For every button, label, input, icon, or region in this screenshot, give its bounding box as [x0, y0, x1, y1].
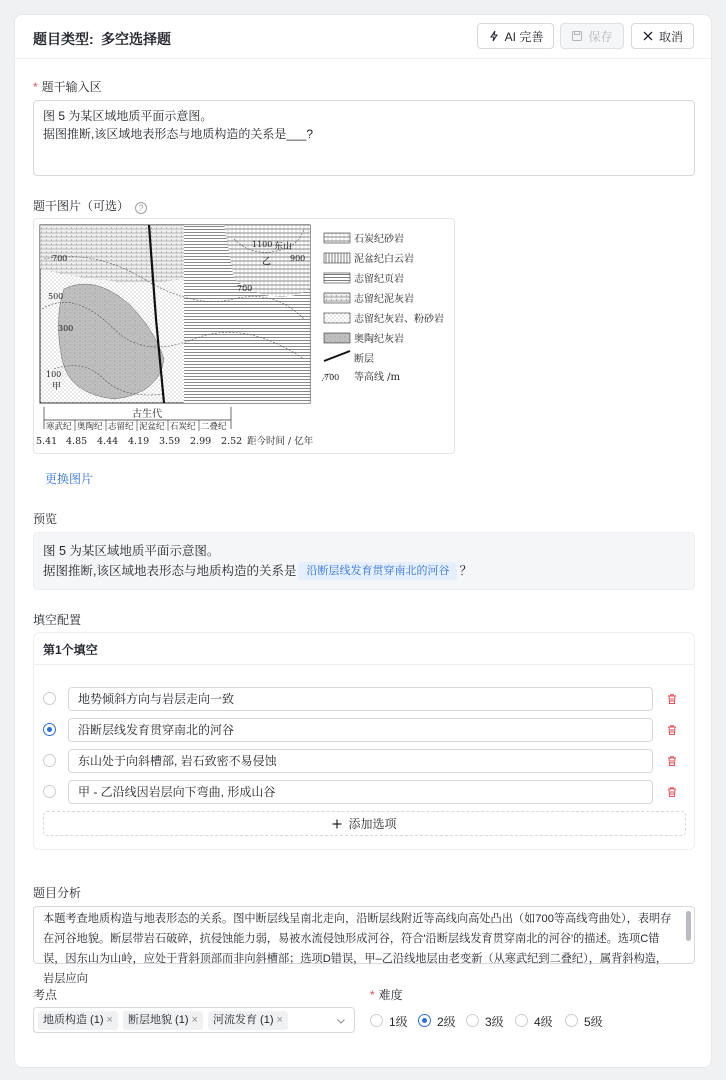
- option-radio[interactable]: [43, 754, 56, 767]
- contour-label: 700: [237, 284, 253, 293]
- stem-line-2: 据图推断,该区域地表形态与地质构造的关系是___?: [43, 127, 314, 141]
- close-icon: [642, 30, 654, 42]
- period-label: 石炭纪: [170, 422, 196, 432]
- option-radio-selected[interactable]: [43, 723, 56, 736]
- preview-line-1: 图 5 为某区域地质平面示意图。: [43, 544, 220, 558]
- period-label: 寒武纪: [46, 422, 72, 432]
- age-label: 2.52: [221, 436, 243, 447]
- option-input[interactable]: 地势倾斜方向与岩层走向一致: [68, 687, 653, 711]
- age-label: 2.99: [190, 436, 212, 447]
- age-caption: 距今时间 / 亿年: [247, 436, 314, 447]
- option-row: [43, 687, 686, 711]
- legend-item: 等高线 /m: [354, 372, 401, 383]
- age-label: 4.19: [128, 436, 150, 447]
- add-option-label: 添加选项: [348, 817, 397, 831]
- question-editor-card: 题目类型: 多空选择题 AI 完善 保存 取消 * 题干输入区 图 5 为某区域地质平面示意图。 据图推断,该区域地表形态与地质构造的关系是___? 题干图片（可选） ? 700 500 300 100 1100 900 700 东山 乙 甲 石炭纪砂岩 泥盆纪白云岩 志留纪页岩 志留纪泥灰岩 志留纪灰岩、粉砂岩 奥陶纪灰岩 断层 700 等高线 /m 古生代 寒武纪 奥陶纪 志留纪 泥盆纪 石炭纪 二叠纪 5.41 4.85 4.44 4.19 3.59 2.99 2.52 距今时间 / 亿年 更换图片 预览 图 5 为某区域地质平面示意图。 据图推断,该区域地表形态与地质构造的关系是 沿断层线发育贯穿南北的河谷 ？ 填空配置 第1个填空 地势倾斜方向与岩层走向一致 沿断层线发育贯穿南北的河谷 东山处于向斜槽部, 岩石致密不易侵蚀 甲 - 乙沿线因岩层向下弯曲, 形成山谷 添加选项 题目分析 本题考查地质构造与地表形态的关系。图中断层线呈南北走向，沿断层线附近等高线向高处凸出（如700等高线弯曲处），表明存在河谷地貌。断层带岩石破碎，抗侵蚀能力弱，易被水流侵蚀形成河谷，符合'沿断层线发育贯穿南北的河谷'的描述。选项C错误，因东山为山岭，应处于背斜顶部而非向斜槽部；选项D错误，甲–乙沿线地层由老变新（从寒武纪到二叠纪），属背斜构造，岩层应向 考点 地质构造 (1) × 断层地貌 (1) × 河流发育 (1) × * 难度 1级 2级 3级 4级 5级: [14, 14, 712, 1068]
- plus-icon: [332, 819, 342, 829]
- knowledge-label: 考点: [33, 988, 58, 1002]
- legend-swatch: [324, 273, 350, 283]
- delete-icon[interactable]: [666, 693, 678, 705]
- analysis-label: 题目分析: [33, 886, 82, 900]
- preview-line-2: 据图推断,该区域地表形态与地质构造的关系是 沿断层线发育贯穿南北的河谷 ？: [43, 564, 472, 578]
- age-label: 3.59: [159, 436, 181, 447]
- legend-swatch: [324, 253, 350, 263]
- legend-item: 奥陶纪灰岩: [354, 334, 404, 345]
- knowledge-tag: 断层地貌 (1) ×: [123, 1011, 203, 1030]
- tag-close-icon[interactable]: ×: [106, 1014, 113, 1026]
- legend-contour-sample: 700: [324, 373, 340, 382]
- stem-label: * 题干输入区: [33, 80, 102, 94]
- analysis-text: 本题考查地质构造与地表形态的关系。图中断层线呈南北走向，沿断层线附近等高线向高处凸出（如700等高线弯曲处），表明存在河谷地貌。断层带岩石破碎，抗侵蚀能力弱，易被水流侵蚀形成河谷，符合'沿断层线发育贯穿南北的河谷'的描述。选项C错误，因东山为山岭，应处于背斜顶部而非向斜槽部；选项D错误，甲–乙沿线地层由老变新（从寒武纪到二叠纪），属背斜构造，岩层应向: [43, 913, 672, 985]
- difficulty-radio[interactable]: [515, 1014, 528, 1027]
- help-icon[interactable]: ?: [135, 202, 147, 214]
- legend-fault-symbol: [324, 351, 350, 361]
- legend-swatch: [324, 233, 350, 243]
- option-radio[interactable]: [43, 692, 56, 705]
- contour-label: 100: [46, 370, 62, 379]
- delete-icon[interactable]: [666, 786, 678, 798]
- ai-improve-label: AI 完善: [504, 29, 544, 44]
- period-label: 二叠纪: [201, 422, 227, 432]
- age-label: 5.41: [36, 436, 58, 447]
- option-row: [43, 718, 686, 742]
- period-label: 泥盆纪: [139, 422, 165, 432]
- preview-box: [33, 532, 695, 590]
- blank-config-label: 填空配置: [33, 613, 82, 627]
- knowledge-tag: 地质构造 (1) ×: [38, 1011, 118, 1030]
- lightning-icon: [488, 30, 500, 42]
- save-label: 保存: [588, 29, 613, 44]
- legend-item: 石炭纪砂岩: [354, 234, 404, 245]
- era-label: 古生代: [132, 409, 162, 420]
- question-type-value: 多空选择题: [101, 31, 171, 47]
- analysis-scrollbar[interactable]: [686, 911, 691, 941]
- place-label: 乙: [262, 257, 272, 267]
- option-input[interactable]: 甲 - 乙沿线因岩层向下弯曲, 形成山谷: [68, 780, 653, 804]
- stem-textarea[interactable]: [33, 100, 695, 176]
- tag-close-icon[interactable]: ×: [276, 1014, 283, 1026]
- ai-improve-button[interactable]: [477, 23, 554, 49]
- difficulty-radio[interactable]: [565, 1014, 578, 1027]
- legend-item: 志留纪页岩: [354, 274, 404, 285]
- option-radio[interactable]: [43, 785, 56, 798]
- image-label: 题干图片（可选） ?: [33, 197, 147, 214]
- delete-icon[interactable]: [666, 755, 678, 767]
- replace-image-link[interactable]: 更换图片: [45, 472, 94, 486]
- chevron-down-icon: [336, 1016, 346, 1026]
- legend-item: 志留纪泥灰岩: [354, 294, 414, 305]
- legend-item: 志留纪灰岩、粉砂岩: [354, 314, 444, 325]
- contour-label: 500: [48, 292, 64, 301]
- option-row: [43, 780, 686, 804]
- age-label: 4.44: [97, 436, 119, 447]
- legend-swatch: [324, 313, 350, 323]
- preview-blank-answer: 沿断层线发育贯穿南北的河谷: [298, 562, 457, 580]
- contour-label: 900: [290, 254, 306, 263]
- legend-swatch: [324, 333, 350, 343]
- place-label: 东山: [274, 242, 293, 252]
- period-label: 奥陶纪: [77, 422, 103, 432]
- analysis-textarea[interactable]: [33, 906, 695, 985]
- stem-image: [33, 218, 455, 454]
- legend-item: 断层: [354, 354, 374, 365]
- preview-label: 预览: [33, 512, 58, 526]
- save-icon: [571, 30, 583, 42]
- knowledge-select[interactable]: [33, 1007, 355, 1033]
- difficulty-radio[interactable]: [466, 1014, 479, 1027]
- delete-icon[interactable]: [666, 724, 678, 736]
- contour-label: 1100: [252, 240, 273, 249]
- option-input[interactable]: 东山处于向斜槽部, 岩石致密不易侵蚀: [68, 749, 653, 773]
- blank-config-panel: [33, 632, 695, 850]
- blank-title: 第1个填空: [43, 643, 98, 657]
- geology-map-figure: [34, 219, 454, 453]
- knowledge-tag: 河流发育 (1) ×: [208, 1011, 288, 1030]
- contour-label: 300: [58, 324, 74, 333]
- question-type-label: 题目类型:: [33, 31, 94, 47]
- contour-label: 700: [52, 254, 68, 263]
- difficulty-radio-selected[interactable]: [418, 1014, 431, 1027]
- option-input[interactable]: 沿断层线发育贯穿南北的河谷: [68, 718, 653, 742]
- legend-swatch: [324, 293, 350, 303]
- place-label: 甲: [52, 382, 62, 392]
- age-label: 4.85: [66, 436, 88, 447]
- tag-close-icon[interactable]: ×: [191, 1014, 198, 1026]
- add-option-button[interactable]: [43, 811, 686, 836]
- legend-item: 泥盆纪白云岩: [354, 254, 414, 265]
- option-row: [43, 749, 686, 773]
- cancel-button[interactable]: [631, 23, 694, 49]
- stem-line-1: 图 5 为某区域地质平面示意图。: [43, 109, 213, 123]
- difficulty-radio[interactable]: [370, 1014, 383, 1027]
- difficulty-label: * 难度: [370, 988, 403, 1002]
- divider: [34, 664, 694, 665]
- save-button[interactable]: [560, 23, 624, 49]
- editor-header: [15, 15, 711, 59]
- period-label: 志留纪: [108, 422, 134, 432]
- cancel-label: 取消: [658, 29, 683, 44]
